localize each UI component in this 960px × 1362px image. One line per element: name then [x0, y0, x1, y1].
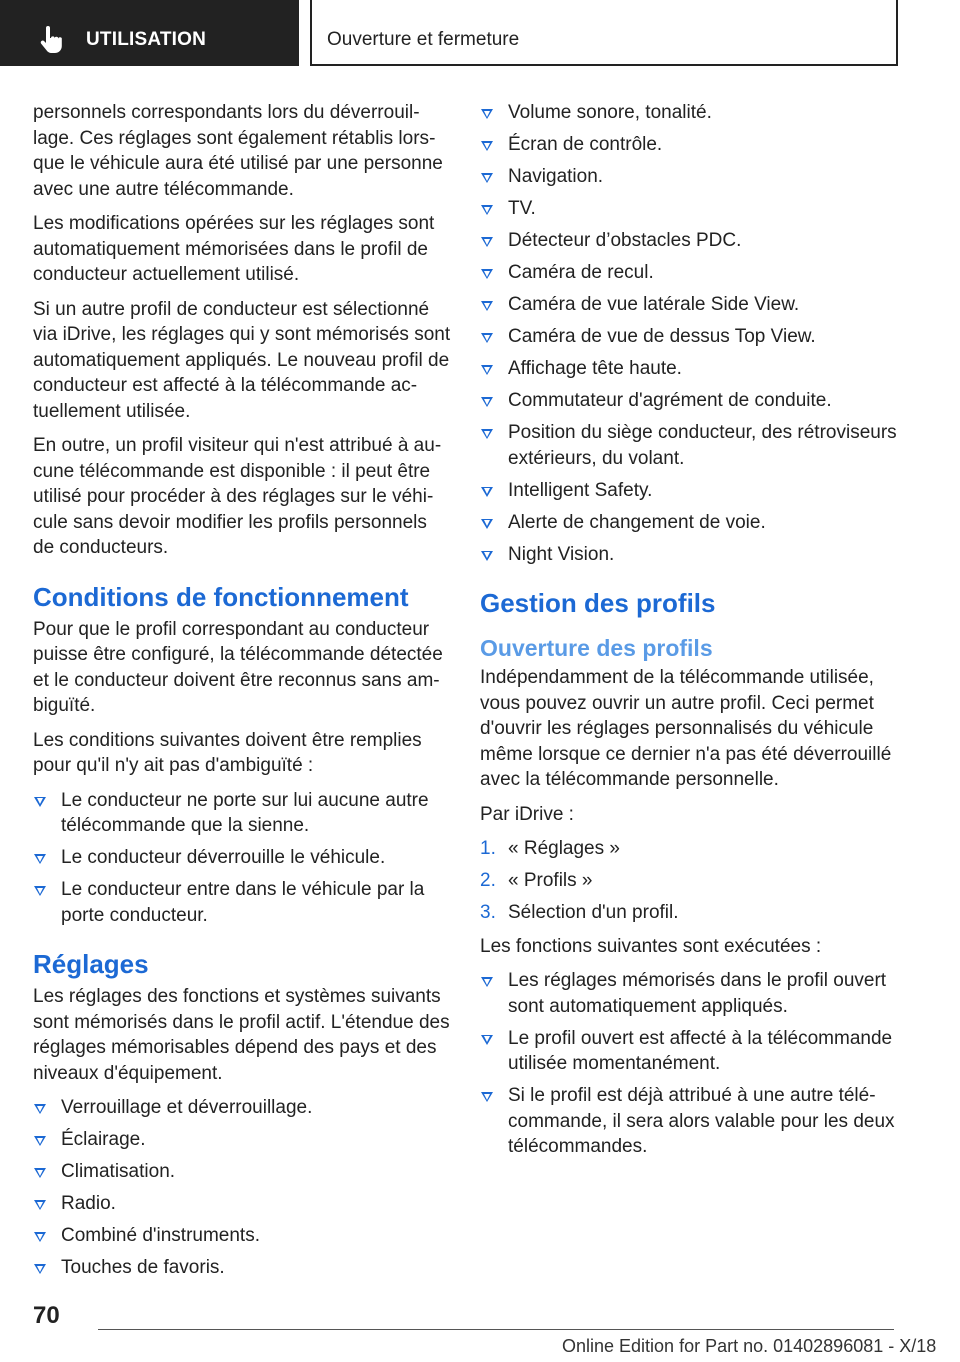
bullet-triangle-icon	[34, 1168, 46, 1178]
list-item: Éclairage.	[33, 1127, 453, 1153]
bullet-triangle-icon	[34, 886, 46, 896]
bullet-triangle-icon	[34, 1200, 46, 1210]
bullet-triangle-icon	[481, 269, 493, 279]
list-item: Commutateur d'agrément de conduite.	[480, 388, 900, 414]
bullet-triangle-icon	[481, 1092, 493, 1102]
list-item: Combiné d'instruments.	[33, 1223, 453, 1249]
paragraph: Pour que le profil correspondant au conducteur puisse être configuré, la télécommande détectée et le conducteur doivent être reconnus sans ambiguïté.	[33, 618, 443, 716]
heading-ouverture-profils: Ouverture des profils	[480, 635, 713, 661]
list-item: Verrouillage et déverrouillage.	[33, 1095, 453, 1121]
bullet-triangle-icon	[481, 487, 493, 497]
paragraph: Les réglages des fonctions et systèmes suivants sont mémorisés dans le profil actif. L'étendue des réglages mémorisables dépend des pays et des niveaux d'équipement.	[33, 986, 450, 1084]
settings-list-continued	[480, 100, 900, 567]
pointing-hand-icon	[38, 26, 64, 54]
bullet-triangle-icon	[34, 1232, 46, 1242]
left-column	[33, 100, 453, 1287]
paragraph: Indépendamment de la télécommande utilisée, vous pouvez ouvrir un autre profil. Ceci permet d'ouvrir les réglages personnalisés du véhicule même lorsque ce dernier n'a pas été déverrouillé avec la télécommande personnelle.	[480, 667, 892, 790]
bullet-triangle-icon	[34, 797, 46, 807]
list-item: Caméra de vue latérale Side View.	[480, 292, 900, 318]
chapter-title-box	[310, 0, 898, 66]
footer-divider	[98, 1329, 894, 1330]
conditions-list	[33, 788, 453, 929]
paragraph: En outre, un profil visiteur qui n'est attribué à aucune télécommande est disponible : il peut être utilisé pour procéder à des réglages sur le véhicule sans devoir modifier les profils personnels de conducteurs.	[33, 435, 442, 558]
bullet-triangle-icon	[481, 1035, 493, 1045]
paragraph: Les conditions suivantes doivent être remplies pour qu'il n'y ait pas d'ambiguïté :	[33, 729, 422, 776]
list-item: Touches de favoris.	[33, 1255, 453, 1281]
paragraph: personnels correspondants lors du déverrouillage. Ces réglages sont également rétablis lorsque le véhicule aura été utilisé par une personne avec une autre télécommande.	[33, 102, 443, 200]
steps-list	[480, 836, 900, 926]
paragraph: Par iDrive :	[480, 803, 574, 825]
step-item: 1. « Réglages »	[480, 838, 620, 859]
list-item: Intelligent Safety.	[480, 478, 900, 504]
heading-gestion-profils: Gestion des profils	[480, 588, 716, 618]
list-item: Caméra de recul.	[480, 260, 900, 286]
list-item: Caméra de vue de dessus Top View.	[480, 324, 900, 350]
page-number: 70	[33, 1302, 60, 1329]
functions-list	[480, 968, 900, 1160]
list-item: Night Vision.	[480, 542, 900, 568]
list-item: Le conducteur entre dans le véhicule par la porte conducteur.	[33, 877, 453, 928]
bullet-triangle-icon	[481, 429, 493, 439]
list-item: Si le profil est déjà attribué à une autre télécommande, il sera alors valable pour les deux télécommandes.	[480, 1083, 900, 1160]
bullet-triangle-icon	[481, 205, 493, 215]
list-item: Position du siège conducteur, des rétroviseurs extérieurs, du volant.	[480, 420, 900, 471]
heading-reglages: Réglages	[33, 949, 149, 979]
bullet-triangle-icon	[481, 109, 493, 119]
bullet-triangle-icon	[481, 397, 493, 407]
bullet-triangle-icon	[481, 141, 493, 151]
bullet-triangle-icon	[481, 333, 493, 343]
bullet-triangle-icon	[481, 977, 493, 987]
list-item: Le profil ouvert est affecté à la télécommande utilisée momentanément.	[480, 1026, 900, 1077]
heading-conditions: Conditions de fonctionnement	[33, 581, 409, 612]
page-header	[0, 0, 960, 66]
list-item: Détecteur d’obstacles PDC.	[480, 228, 900, 254]
section-tab	[0, 0, 299, 66]
list-item: Affichage tête haute.	[480, 356, 900, 382]
bullet-triangle-icon	[481, 551, 493, 561]
paragraph: Si un autre profil de conducteur est sélectionné via iDrive, les réglages qui y sont mémorisés sont automatiquement appliqués. Le nouveau profil de conducteur est affecté à la télécommande actuellement utilisée.	[33, 298, 451, 422]
section-label: UTILISATION	[86, 29, 207, 50]
list-item: Le conducteur déverrouille le véhicule.	[33, 845, 453, 871]
list-item: TV.	[480, 196, 900, 222]
list-item: Climatisation.	[33, 1159, 453, 1185]
list-item: Écran de contrôle.	[480, 132, 900, 158]
bullet-triangle-icon	[34, 1104, 46, 1114]
bullet-triangle-icon	[34, 1264, 46, 1274]
bullet-triangle-icon	[481, 237, 493, 247]
step-item: 3. Sélection d'un profil.	[480, 902, 679, 923]
list-item: Les réglages mémorisés dans le profil ouvert sont automatiquement appliqués.	[480, 968, 900, 1019]
footer-edition: Online Edition for Part no. 01402896081 - X/18	[562, 1336, 937, 1356]
list-item: Le conducteur ne porte sur lui aucune autre télécommande que la sienne.	[33, 788, 453, 839]
settings-list	[33, 1095, 453, 1281]
bullet-triangle-icon	[481, 519, 493, 529]
list-item: Alerte de changement de voie.	[480, 510, 900, 536]
list-item: Navigation.	[480, 164, 900, 190]
right-column	[480, 100, 900, 1166]
step-item: 2. « Profils »	[480, 870, 593, 891]
bullet-triangle-icon	[481, 365, 493, 375]
list-item: Radio.	[33, 1191, 453, 1217]
bullet-triangle-icon	[34, 1136, 46, 1146]
chapter-title: Ouverture et fermeture	[327, 29, 520, 50]
bullet-triangle-icon	[481, 173, 493, 183]
bullet-triangle-icon	[481, 301, 493, 311]
bullet-triangle-icon	[34, 854, 46, 864]
list-item: Volume sonore, tonalité.	[480, 100, 900, 126]
paragraph: Les modifications opérées sur les réglages sont automatiquement mémorisées dans le profil de conducteur actuellement utilisé.	[33, 213, 435, 285]
paragraph: Les fonctions suivantes sont exécutées :	[480, 935, 822, 957]
